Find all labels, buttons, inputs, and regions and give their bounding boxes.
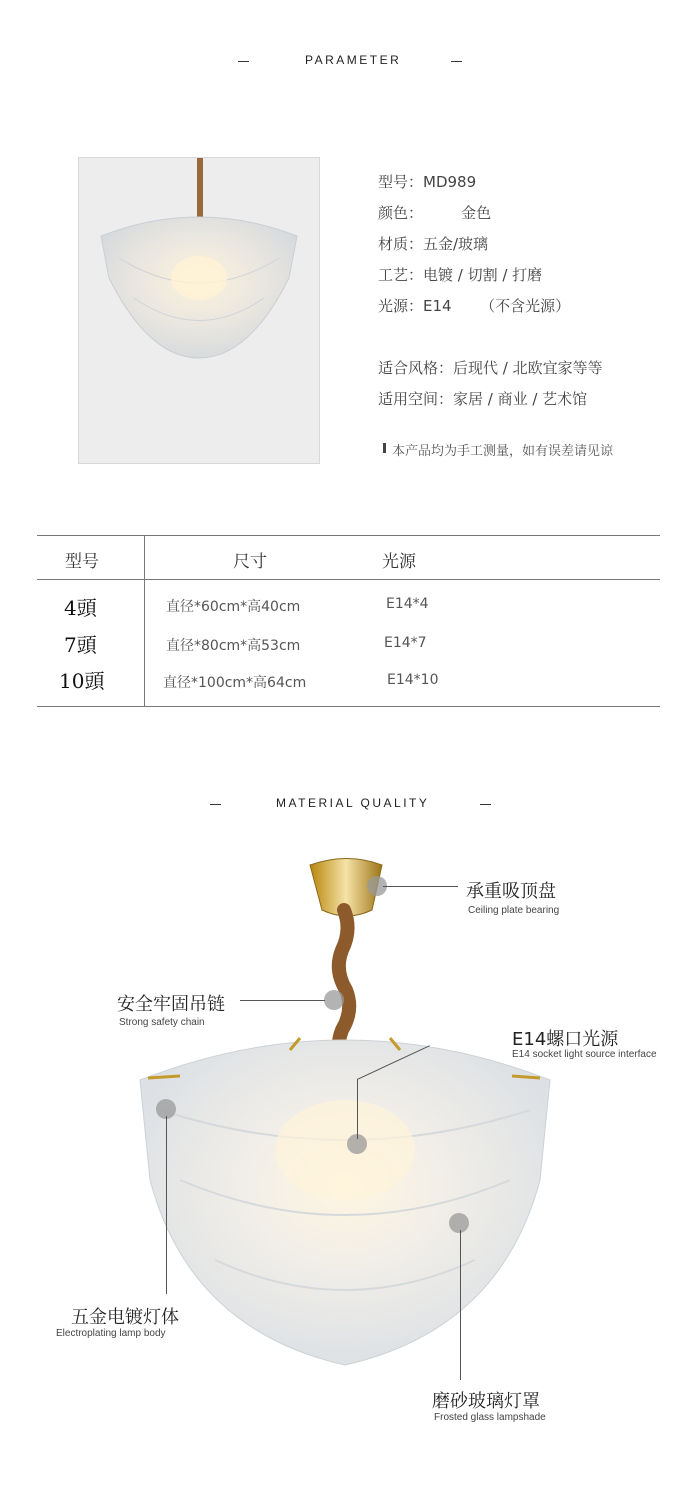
spec-style: 适合风格：后现代 / 北欧宜家等等	[378, 359, 603, 377]
callout-lampshade-en: Frosted glass lampshade	[434, 1412, 546, 1423]
parameter-heading: PARAMETER	[305, 53, 402, 67]
callout-dot	[324, 990, 344, 1010]
callout-chain: 安全牢固吊链	[117, 994, 225, 1015]
spec-craft: 工艺：电镀 / 切割 / 打磨	[378, 266, 543, 284]
measurement-note: 本产品均为手工测量，如有误差请见谅	[392, 444, 614, 459]
spec-space: 适用空间：家居 / 商业 / 艺术馆	[378, 390, 588, 408]
spec-light: 光源：E14 （不含光源）	[378, 297, 571, 315]
chandelier-illustration	[120, 850, 570, 1380]
callout-line	[166, 1116, 167, 1294]
callout-ceiling-plate: 承重吸顶盘	[466, 881, 556, 902]
callout-chain-en: Strong safety chain	[119, 1017, 205, 1028]
row-light: E14*10	[387, 672, 439, 688]
callout-lampshade: 磨砂玻璃灯罩	[432, 1391, 540, 1412]
table-header-border	[37, 579, 660, 580]
callout-lamp-body: 五金电镀灯体	[71, 1307, 179, 1328]
row-light: E14*4	[386, 596, 429, 612]
size-table	[37, 535, 660, 707]
callout-socket: E14螺口光源	[512, 1029, 619, 1050]
callout-dot	[449, 1213, 469, 1233]
heading-dash-left	[238, 61, 249, 62]
heading-dash-left	[210, 804, 221, 805]
header-light: 光源	[382, 552, 416, 572]
chandelier-image	[79, 158, 319, 463]
callout-line	[240, 1000, 325, 1001]
row-model: 4頭	[64, 596, 97, 620]
heading-dash-right	[451, 61, 462, 62]
spec-model: 型号：MD989	[378, 173, 477, 191]
callout-ceiling-plate-en: Ceiling plate bearing	[468, 905, 560, 916]
row-model: 7頭	[64, 633, 97, 657]
spec-color: 颜色： 金色	[378, 204, 492, 222]
row-size: 直径*80cm*高53cm	[166, 638, 301, 654]
callout-lamp-body-en: Electroplating lamp body	[56, 1328, 166, 1339]
table-column-divider	[144, 535, 145, 707]
callout-line	[383, 886, 458, 887]
heading-dash-right	[480, 804, 491, 805]
row-size: 直径*100cm*高64cm	[163, 675, 307, 691]
header-size: 尺寸	[233, 552, 267, 572]
material-heading: MATERIAL QUALITY	[276, 796, 430, 810]
header-model: 型号	[65, 552, 99, 572]
row-size: 直径*60cm*高40cm	[166, 599, 301, 615]
table-bottom-border	[37, 706, 660, 707]
product-thumbnail	[78, 157, 320, 464]
row-light: E14*7	[384, 635, 427, 651]
spec-material: 材质：五金/玻璃	[378, 235, 489, 253]
callout-line	[460, 1230, 461, 1380]
note-marker	[383, 443, 386, 453]
callout-socket-en: E14 socket light source interface	[512, 1049, 657, 1060]
row-model: 10頭	[59, 669, 105, 693]
callout-line	[357, 1079, 358, 1139]
table-top-border	[37, 535, 660, 536]
